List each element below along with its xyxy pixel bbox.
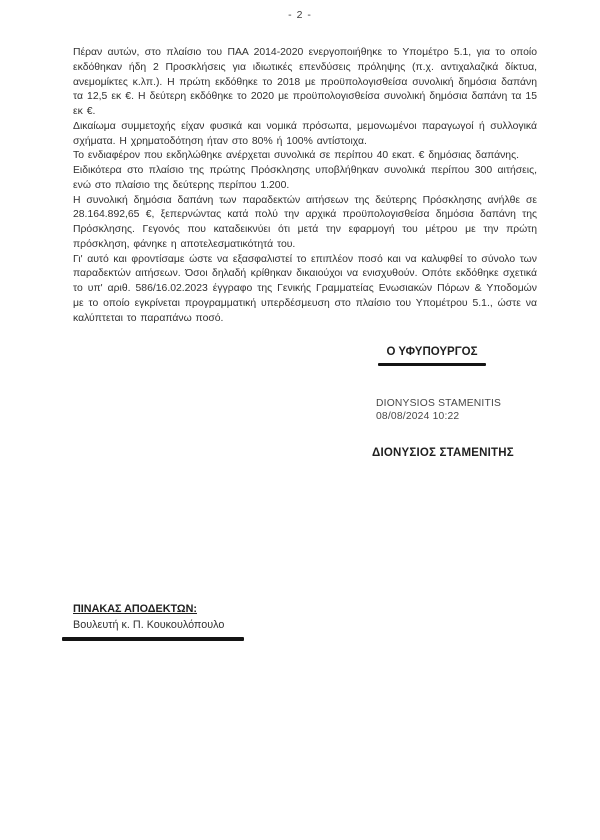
minister-title: Ο ΥΦΥΠΟΥΡΓΟΣ xyxy=(386,346,478,358)
digital-signature-name: DIONYSIOS STAMENITIS xyxy=(376,398,502,409)
signature-block xyxy=(372,345,514,459)
page-number: - 2 - xyxy=(288,9,312,21)
digital-signature-datetime: 08/08/2024 10:22 xyxy=(376,410,460,422)
signer-name: ΔΙΟΝΥΣΙΟΣ ΣΤΑΜΕΝΙΤΗΣ xyxy=(372,446,514,459)
recipients-section xyxy=(73,603,313,641)
paragraph-total-expense: Η συνολική δημόσια δαπάνη των παραδεκτών αιτήσεων της δεύτερης Πρόσκλησης ανήλθε σε 28.164.892,65 €, ξεπερνώντας κατά πολύ την αρχικά προϋπολογισθείσα δημόσια δαπάνη της Πρόσκλησης. Γεγονός που καταδεικνύει ότι μετά την εφαρμογή του μέτρου με την πρώτη πρόσκληση, φάνηκε η αποτελεσματικότητά του. xyxy=(73,194,537,250)
recipients-heading: ΠΙΝΑΚΑΣ ΑΠΟΔΕΚΤΩΝ: xyxy=(73,603,197,615)
paragraph-eligibility: Δικαίωμα συμμετοχής είχαν φυσικά και νομικά πρόσωπα, μεμονωμένοι παραγωγοί ή συλλογικά σχήματα. Η χρηματοδότηση ήταν στο 80% ή 100% αντίστοιχα. xyxy=(73,120,537,147)
paragraph-interest: Το ενδιαφέρον που εκδηλώθηκε ανέρχεται συνολικά σε περίπου 40 εκατ. € δημόσιας δαπάνης. xyxy=(73,150,519,162)
recipient-item: Βουλευτή κ. Π. Κουκουλόπουλο xyxy=(73,619,225,631)
signature-rule xyxy=(378,363,486,366)
paragraph-applications: Ειδικότερα στο πλαίσιο της πρώτης Πρόσκλησης υποβλήθηκαν συνολικά περίπου 300 αιτήσεις, ενώ στο πλαίσιο της δεύτερης περίπου 1.200. xyxy=(73,165,537,191)
document-body xyxy=(73,46,537,326)
paragraph-overcommitment: Γι' αυτό και φροντίσαμε ώστε να εξασφαλιστεί το επιπλέον ποσό και να καλυφθεί το σύνολο των παραδεκτών αιτήσεων. Όσοι δηλαδή κρίθηκαν δικαιούχοι να ενισχυθούν. Οπότε εκδόθηκε σχετικά το υπ' αριθ. 586/16.02.2023 έγγραφο της Γενικής Γραμματείας Ενωσιακών Πόρων & Υποδομών με το οποίο εγκρίνεται προγραμματική υπερδέσμευση στο πλαίσιο του Υπομέτρου 5.1., ώστε να καλύπτεται το παραπάνω ποσό. xyxy=(73,253,537,324)
recipients-rule xyxy=(62,637,244,641)
paragraph-paa-intro: Πέραν αυτών, στο πλαίσιο του ΠΑΑ 2014-2020 ενεργοποιήθηκε το Υπομέτρο 5.1, για το οποίο εκδόθηκαν ήδη 2 Προσκλήσεις για ιδιωτικές επενδύσεις πρόληψης (π.χ. αντιχαλαζικά δίκτυα, ανεμομίκτες κ.λπ.). Η πρώτη εκδόθηκε το 2018 με προϋπολογισθείσα συνολική δημόσια δαπάνη τα 12,5 εκ €. Η δεύτερη εκδόθηκε το 2020 με προϋπολογισθείσα συνολική δημόσια δαπάνη τα 15 εκ €. xyxy=(73,47,537,117)
digital-signature-stamp xyxy=(376,398,502,424)
